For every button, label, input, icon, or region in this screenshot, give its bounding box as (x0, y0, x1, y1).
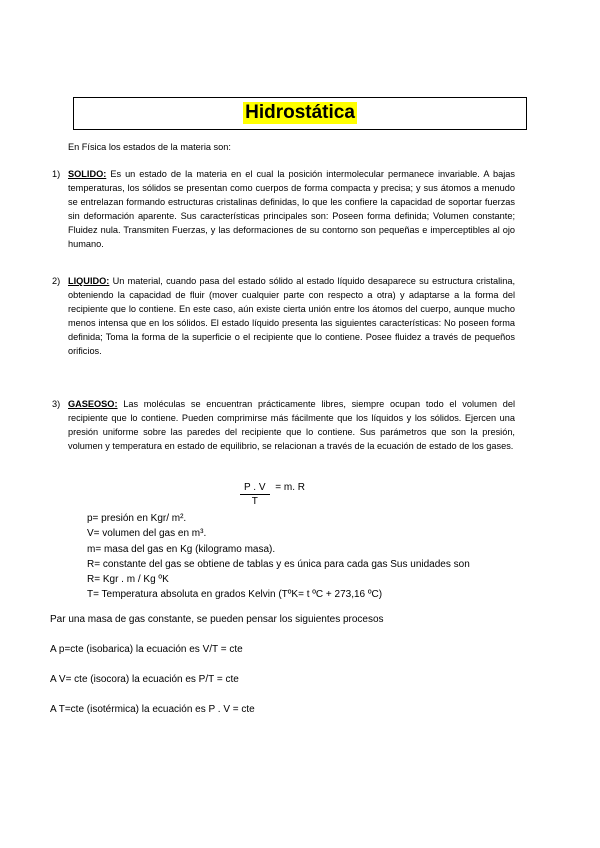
definition-item: m= masa del gas en Kg (kilogramo masa). (87, 543, 276, 555)
item-term: SOLIDO: (68, 169, 107, 179)
equation-rhs: = m. R (275, 482, 306, 493)
definition-item: R= Kgr . m / Kg ºK (87, 574, 169, 586)
item-text: Un material, cuando pasa del estado sólido al estado líquido desaparece su estructura cristalina, obteniendo la capacidad de fluir (mover cualquier parte con respecto a otra) y adaptarse a la forma del recipiente que lo contiene. En este caso, aún existe cierta unión entre los átomos del cuerpo, aunque mucho menos intensa que en los sólidos. El estado líquido presenta las siguientes características: No poseen forma definida; Toma la forma de la superficie o el recipiente que lo contiene. Posee fluidez a través de pequeños orificios. (68, 276, 515, 356)
gas-equation (240, 481, 305, 509)
title-box (73, 97, 527, 130)
process-item: A V= cte (isocora) la ecuación es P/T = cte (50, 674, 239, 685)
intro-text: En Física los estados de la materia son: (68, 142, 231, 152)
item-body (68, 397, 515, 453)
item-number: 3) (52, 399, 61, 409)
item-number: 2) (52, 276, 61, 286)
item-text: Es un estado de la materia en el cual la posición intermolecular permanece invariable. A bajas temperaturas, los sólidos se presentan como cuerpos de forma compacta y precisa; y sus átomos a menudo se entrelazan formando estructuras cristalinas definidas, lo que les confiere la capacidad de soportar fuerzas sin deformación aparente. Sus características principales son: Poseen forma definida; Volumen constante; Fluidez nula. Transmiten Fuerzas, y las deformaciones de su contorno son pequeñas e imperceptibles al ojo humano. (68, 169, 515, 249)
definition-item: T= Temperatura absoluta en grados Kelvin (TºK= t ºC + 273,16 ºC) (87, 589, 383, 601)
item-term: LIQUIDO: (68, 276, 110, 286)
list-item-liquido (52, 274, 515, 358)
definition-item: V= volumen del gas en m³. (87, 528, 207, 540)
definitions-list (87, 511, 470, 603)
process-item: A p=cte (isobarica) la ecuación es V/T = cte (50, 644, 243, 655)
equation-fraction (240, 481, 270, 509)
list-item-solido (52, 167, 515, 251)
page-title: Hidrostática (245, 102, 355, 123)
list-item-gaseoso (52, 397, 515, 453)
processes-intro: Par una masa de gas constante, se pueden pensar los siguientes procesos (50, 614, 384, 625)
definition-item: R= constante del gas se obtiene de tablas y es única para cada gas Sus unidades son (87, 558, 470, 570)
process-item: A T=cte (isotérmica) la ecuación es P . V = cte (50, 704, 255, 715)
equation-numerator: P . V (240, 481, 270, 495)
item-body (68, 274, 515, 358)
equation-denominator: T (251, 496, 258, 507)
definition-item: p= presión en Kgr/ m². (87, 513, 187, 524)
item-number: 1) (52, 169, 61, 179)
item-term: GASEOSO: (68, 399, 118, 409)
item-text: Las moléculas se encuentran prácticamente libres, siempre ocupan todo el volumen del recipiente que lo contiene. Pueden comprimirse más fácilmente que los líquidos y los sólidos. Ejercen una presión uniforme sobre las paredes del recipiente que lo contiene. Sus parámetros que son la presión, volumen y temperatura en estado de equilibrio, se relacionan a través de la ecuación de estado de los gases. (68, 399, 515, 451)
item-body (68, 167, 515, 251)
